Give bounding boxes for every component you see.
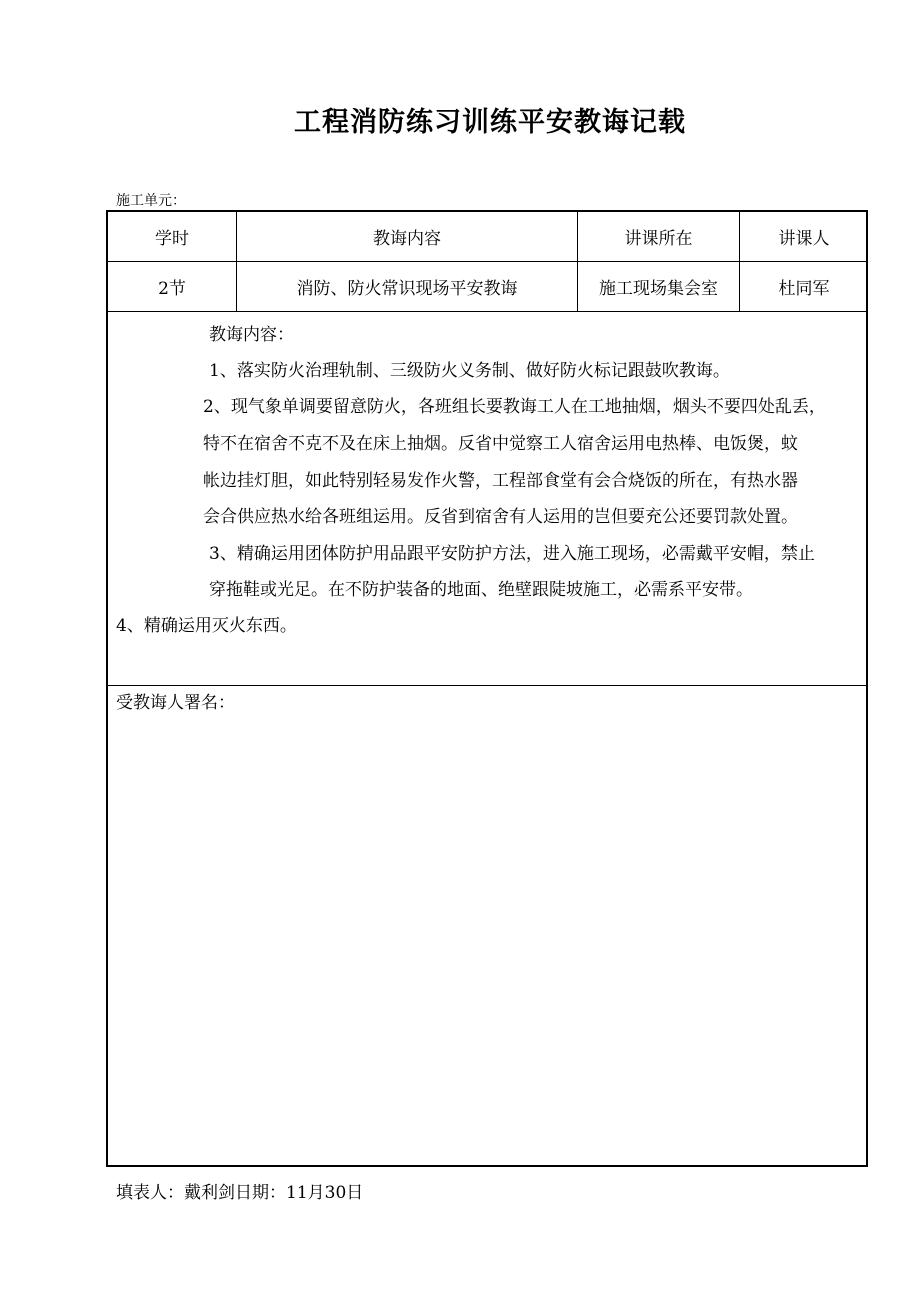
content-line: 会合供应热水给各班组运用。反省到宿舍有人运用的岂但要充公还要罚款处置。 xyxy=(203,507,798,527)
lecturer-value: 杜同军 xyxy=(778,279,830,299)
content-line: 穿拖鞋或光足。在不防护装备的地面、绝壁跟陡坡施工，必需系平安带。 xyxy=(209,580,753,600)
construction-unit-label: 施工单元： xyxy=(116,193,186,209)
content-value: 消防、防火常识现场平安教诲 xyxy=(296,279,518,299)
content-line: 2、现气象单调要留意防火，各班组长要教诲工人在工地抽烟，烟头不要四处乱丢， xyxy=(203,397,826,417)
document-title: 工程消防练习训练平安教诲记载 xyxy=(294,107,686,138)
header-content: 教诲内容 xyxy=(373,229,441,249)
signature-label: 受教诲人署名： xyxy=(116,693,235,713)
content-line: 1、落实防火治理轨制、三级防火义务制、做好防火标记跟鼓吹教诲。 xyxy=(209,361,730,381)
header-lecturer: 讲课人 xyxy=(778,229,830,249)
content-line: 特不在宿舍不克不及在床上抽烟。反省中觉察工人宿舍运用电热棒、电饭煲，蚊 xyxy=(203,434,798,454)
header-location: 讲课所在 xyxy=(624,229,693,249)
training-record-table xyxy=(106,210,868,1167)
header-hours: 学时 xyxy=(155,229,189,249)
location-value: 施工现场集会室 xyxy=(599,279,718,299)
education-content xyxy=(108,312,866,686)
content-heading: 教诲内容： xyxy=(209,325,294,345)
content-line: 4、精确运用灭火东西。 xyxy=(116,616,297,636)
content-line: 帐边挂灯胆，如此特别轻易发作火警，工程部食堂有会合烧饭的所在，有热水器 xyxy=(203,471,798,491)
filled-by-footer: 填表人：戴利剑日期：11月30日 xyxy=(116,1183,364,1203)
hours-value: 2节 xyxy=(158,279,186,299)
content-line: 3、精确运用团体防护用品跟平安防护方法，进入施工现场，必需戴平安帽，禁止 xyxy=(209,544,815,564)
